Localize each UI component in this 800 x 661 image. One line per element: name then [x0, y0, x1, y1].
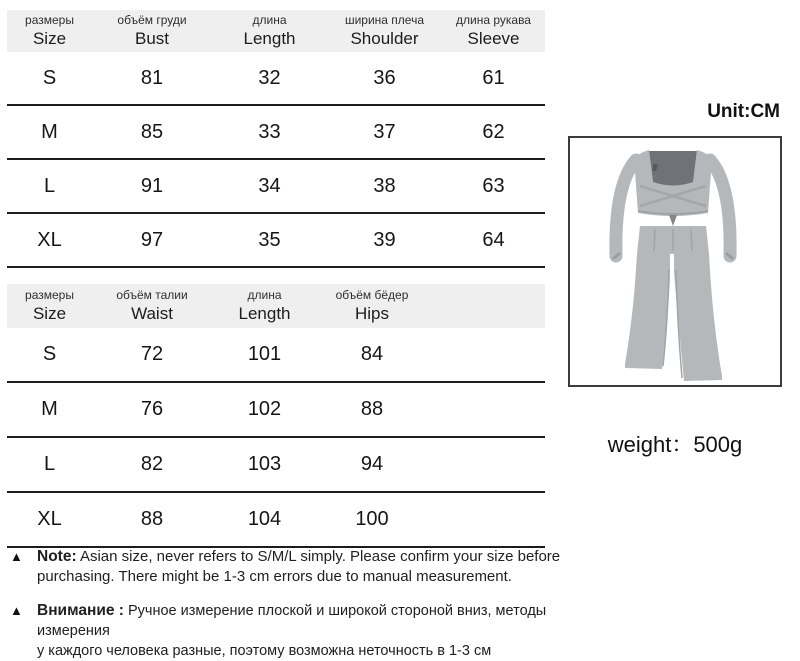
bust-cell: 81 — [140, 66, 164, 89]
header-en-label: Bust — [134, 28, 170, 48]
weight-label: weight：500g — [607, 432, 743, 457]
note-line — [37, 601, 572, 641]
hips-cell: 100 — [355, 508, 389, 530]
sleeve-cell: 64 — [482, 228, 505, 251]
note-title: Внимание : — [37, 602, 124, 619]
column-header-length — [212, 288, 317, 324]
hips-cell: 94 — [360, 453, 384, 475]
length-cell: 32 — [258, 66, 281, 89]
length-cell: 101 — [247, 343, 282, 365]
column-header-hips — [317, 288, 427, 324]
product-image-frame — [568, 136, 782, 387]
right-sleeve — [710, 160, 730, 256]
table-row-l — [7, 438, 545, 493]
header-ru-label: размеры — [25, 288, 74, 302]
size-cell: XL — [37, 508, 62, 530]
left-sleeve — [616, 160, 636, 256]
hips-cell: 84 — [360, 343, 384, 365]
header-ru-label: размеры — [25, 13, 74, 27]
size-cell: XL — [37, 228, 62, 251]
bottom-table-header-row — [7, 284, 545, 328]
sleeve-cell: 62 — [482, 120, 505, 143]
unit-label: Unit:CM — [707, 101, 780, 122]
column-header-length — [212, 13, 327, 49]
header-en-label: Size — [32, 303, 67, 323]
warning-triangle-icon: ▲ — [10, 603, 23, 618]
notes-section — [10, 547, 572, 661]
table-row-xl — [7, 493, 545, 548]
length-cell: 104 — [247, 508, 282, 530]
sleeve-cell: 63 — [482, 174, 505, 197]
header-en-label: Length — [243, 28, 296, 48]
header-en-label: Shoulder — [350, 28, 419, 48]
note-line: у каждого человека разные, поэтому возможна неточность в 1-3 см — [37, 643, 492, 659]
size-cell: L — [43, 453, 56, 475]
header-ru-label: ширина плеча — [344, 13, 425, 27]
column-header-waist — [92, 288, 212, 324]
bust-cell: 91 — [140, 174, 164, 197]
length-cell: 33 — [258, 120, 281, 143]
column-header-bust — [92, 13, 212, 49]
header-ru-label: объём груди — [117, 13, 187, 27]
length-cell: 102 — [247, 398, 282, 420]
size-cell: L — [43, 174, 56, 197]
note-line: purchasing. There might be 1-3 cm errors due to manual measurement. — [37, 568, 512, 585]
product-photo-two-piece-set — [570, 138, 780, 385]
note-line — [37, 547, 560, 567]
length-cell: 103 — [247, 453, 282, 475]
size-cell: M — [41, 398, 58, 420]
size-cell: S — [42, 343, 57, 365]
bust-cell: 97 — [140, 228, 164, 251]
shoulder-cell: 37 — [373, 120, 396, 143]
size-chart-tables — [7, 10, 545, 548]
bust-cell: 85 — [140, 120, 164, 143]
table-row-xl — [7, 214, 545, 268]
waist-cell: 76 — [140, 398, 164, 420]
shoulder-cell: 39 — [373, 228, 396, 251]
size-cell: M — [41, 120, 58, 143]
waist-cell: 72 — [140, 343, 164, 365]
waist-cell: 82 — [140, 453, 164, 475]
waist-cell: 88 — [140, 508, 164, 530]
shoulder-cell: 38 — [373, 174, 396, 197]
header-en-label: Waist — [131, 303, 173, 323]
header-en-label: Hips — [354, 303, 389, 323]
note-title: Note: — [37, 548, 77, 565]
sleeve-cell: 61 — [482, 66, 505, 89]
table-row-s — [7, 52, 545, 106]
note-english — [10, 547, 572, 587]
size-cell: S — [42, 66, 57, 89]
table-row-s — [7, 328, 545, 383]
header-ru-label: длина — [247, 288, 282, 302]
table-row-l — [7, 160, 545, 214]
header-ru-label: длина рукава — [456, 13, 531, 27]
note-text: Asian size, never refers to S/M/L simply. Please confirm your size before — [79, 548, 561, 565]
header-en-label: Size — [32, 28, 67, 48]
table-row-m — [7, 383, 545, 438]
length-cell: 35 — [258, 228, 281, 251]
header-en-label: Sleeve — [467, 28, 520, 48]
table-row-m — [7, 106, 545, 160]
waist-tie — [669, 215, 677, 226]
header-ru-label: объём бёдер — [335, 288, 409, 302]
column-header-size — [7, 13, 92, 49]
header-ru-label: объём талии — [116, 288, 188, 302]
hips-cell: 88 — [360, 398, 384, 420]
left-pant-leg — [625, 254, 670, 369]
column-header-sleeve — [442, 13, 545, 49]
column-header-shoulder — [327, 13, 442, 49]
shoulder-cell: 36 — [373, 66, 396, 89]
length-cell: 34 — [258, 174, 281, 197]
header-en-label: Length — [238, 303, 291, 323]
note-text: Ручное измерение плоской и широкой стороной вниз, методы измерения — [37, 603, 547, 639]
column-header-size — [7, 288, 92, 324]
note-russian — [10, 601, 572, 661]
warning-triangle-icon: ▲ — [10, 549, 23, 564]
header-ru-label: длина — [252, 13, 287, 27]
top-table-header-row — [7, 10, 545, 52]
